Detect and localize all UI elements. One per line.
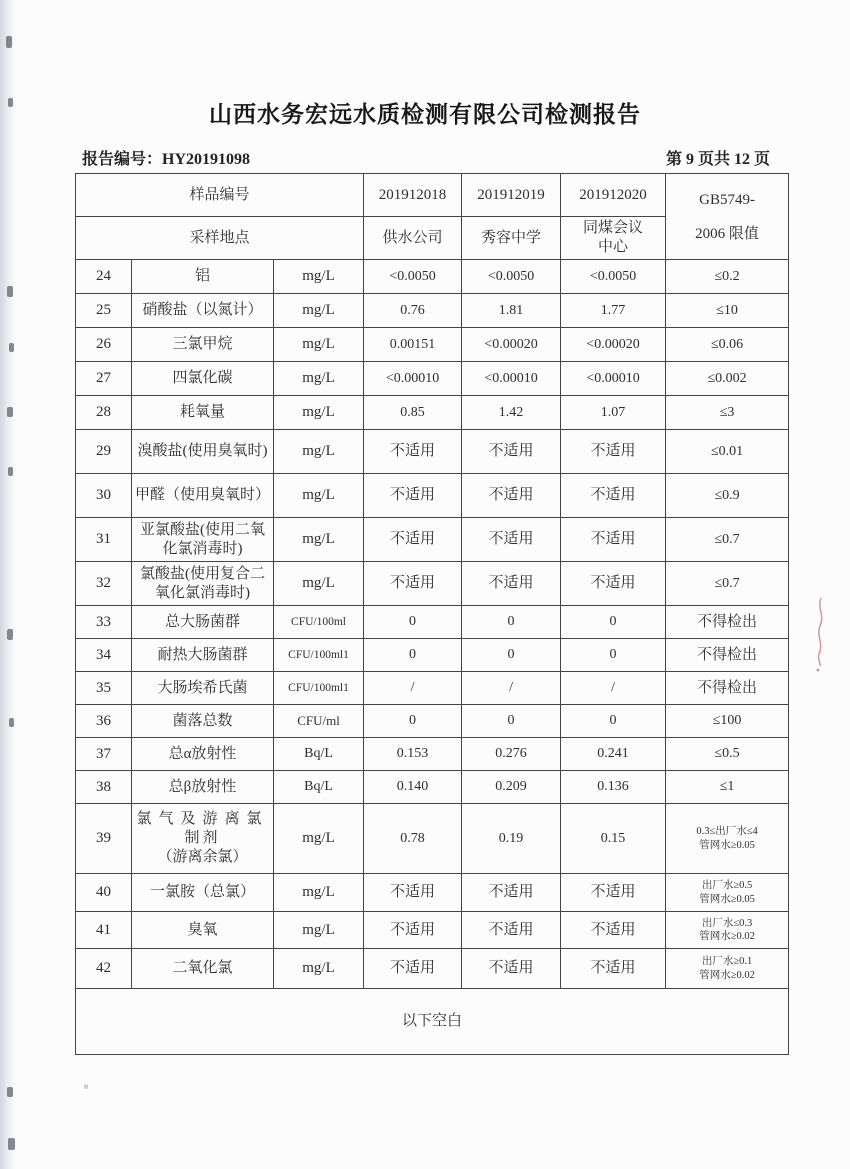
row-no: 31 [76, 518, 132, 562]
row-unit: mg/L [274, 260, 364, 294]
row-no: 26 [76, 328, 132, 362]
row-item: 一氯胺（总氯） [132, 874, 274, 912]
row-value-3: <0.00020 [561, 328, 666, 362]
water-quality-table [75, 173, 789, 1055]
row-no: 33 [76, 606, 132, 639]
row-no: 35 [76, 672, 132, 705]
scan-speck [8, 467, 13, 476]
row-unit: mg/L [274, 396, 364, 430]
table-row [76, 474, 789, 518]
row-limit: 出厂水≥0.5 管网水≥0.05 [666, 874, 789, 912]
table-row [76, 804, 789, 874]
row-item: 四氯化碳 [132, 362, 274, 396]
row-value-3: 0.241 [561, 738, 666, 771]
footer-note: 以下空白 [76, 989, 789, 1055]
row-value-3: 0 [561, 639, 666, 672]
table-row [76, 705, 789, 738]
table-footer-row [76, 989, 789, 1055]
row-unit: Bq/L [274, 738, 364, 771]
row-no: 32 [76, 562, 132, 606]
table-header-sample-ids [76, 174, 789, 217]
row-value-3: 不适用 [561, 474, 666, 518]
row-no: 24 [76, 260, 132, 294]
row-value-1: 0.76 [364, 294, 462, 328]
row-value-3: 1.07 [561, 396, 666, 430]
row-value-2: <0.00020 [462, 328, 561, 362]
scan-speck [8, 1138, 15, 1150]
row-value-2: 不适用 [462, 474, 561, 518]
row-unit: Bq/L [274, 771, 364, 804]
location-label: 采样地点 [76, 217, 364, 260]
row-no: 29 [76, 430, 132, 474]
row-value-3: <0.00010 [561, 362, 666, 396]
row-item: 耐热大肠菌群 [132, 639, 274, 672]
row-value-1: 0 [364, 639, 462, 672]
scan-speck [84, 1084, 88, 1089]
row-item: 总大肠菌群 [132, 606, 274, 639]
row-value-1: 0.00151 [364, 328, 462, 362]
row-unit: CFU/ml [274, 705, 364, 738]
table-row [76, 639, 789, 672]
row-value-1: / [364, 672, 462, 705]
row-value-3: 0 [561, 606, 666, 639]
row-item: 三氯甲烷 [132, 328, 274, 362]
row-no: 34 [76, 639, 132, 672]
row-item: 氯酸盐(使用复合二氧化氯消毒时) [132, 562, 274, 606]
row-value-2: 0 [462, 606, 561, 639]
row-value-3: 0.136 [561, 771, 666, 804]
row-item: 臭氧 [132, 912, 274, 949]
table-row [76, 362, 789, 396]
row-limit: 不得检出 [666, 606, 789, 639]
row-value-2: <0.00010 [462, 362, 561, 396]
row-unit: CFU/100ml1 [274, 639, 364, 672]
row-item: 硝酸盐（以氮计） [132, 294, 274, 328]
report-number-label: 报告编号： [82, 151, 163, 168]
row-value-2: 不适用 [462, 562, 561, 606]
row-value-2: 0.19 [462, 804, 561, 874]
limit-ref-line2: 2006 限值 [695, 225, 759, 242]
table-row [76, 949, 789, 989]
page-indicator: 第 9 页共 12 页 [665, 151, 770, 168]
row-item: 铝 [132, 260, 274, 294]
row-value-2: <0.0050 [462, 260, 561, 294]
row-unit: mg/L [274, 874, 364, 912]
row-limit: ≤0.7 [666, 562, 789, 606]
location-3: 同煤会议中心 [561, 217, 666, 260]
row-item: 溴酸盐(使用臭氧时) [132, 430, 274, 474]
row-item: 总β放射性 [132, 771, 274, 804]
row-value-2: 1.42 [462, 396, 561, 430]
row-value-1: 0.140 [364, 771, 462, 804]
row-value-1: 0 [364, 705, 462, 738]
row-value-3: 1.77 [561, 294, 666, 328]
row-limit: ≤10 [666, 294, 789, 328]
row-limit: 0.3≤出厂水≤4 管网水≥0.05 [666, 804, 789, 874]
row-unit: mg/L [274, 804, 364, 874]
row-no: 30 [76, 474, 132, 518]
row-no: 40 [76, 874, 132, 912]
pen-mark-artifact [812, 596, 830, 674]
row-value-3: / [561, 672, 666, 705]
row-value-3: 0 [561, 705, 666, 738]
report-number-value: HY20191098 [162, 151, 251, 168]
row-unit: mg/L [274, 518, 364, 562]
row-unit: CFU/100ml1 [274, 672, 364, 705]
row-unit: CFU/100ml [274, 606, 364, 639]
row-value-1: 0.78 [364, 804, 462, 874]
row-limit: ≤1 [666, 771, 789, 804]
limit-ref-line1: GB5749- [699, 191, 755, 208]
row-unit: mg/L [274, 949, 364, 989]
scan-speck [6, 36, 12, 48]
row-unit: mg/L [274, 430, 364, 474]
scan-speck [7, 629, 13, 640]
table-row [76, 396, 789, 430]
location-2: 秀容中学 [462, 217, 561, 260]
row-no: 41 [76, 912, 132, 949]
table-row [76, 912, 789, 949]
row-value-2: 0 [462, 639, 561, 672]
row-limit: ≤0.2 [666, 260, 789, 294]
table-row [76, 430, 789, 474]
row-value-1: 0 [364, 606, 462, 639]
table-row [76, 738, 789, 771]
row-limit: ≤3 [666, 396, 789, 430]
row-no: 28 [76, 396, 132, 430]
row-value-3: <0.0050 [561, 260, 666, 294]
row-value-3: 0.15 [561, 804, 666, 874]
sample-id-label: 样品编号 [76, 174, 364, 217]
row-value-1: 不适用 [364, 518, 462, 562]
scan-speck [7, 1087, 13, 1097]
row-limit: ≤0.5 [666, 738, 789, 771]
row-item: 甲醛（使用臭氧时） [132, 474, 274, 518]
scan-speck [7, 407, 13, 417]
row-limit: 出厂水≥0.1 管网水≥0.02 [666, 949, 789, 989]
row-item: 氯气及游离氯 制剂 （游离余氯） [132, 804, 274, 874]
table-row [76, 562, 789, 606]
table-row [76, 294, 789, 328]
scan-speck [9, 343, 14, 352]
row-no: 42 [76, 949, 132, 989]
row-value-1: 0.153 [364, 738, 462, 771]
sample-id-1: 201912018 [364, 174, 462, 217]
row-limit: 不得检出 [666, 672, 789, 705]
table-row [76, 606, 789, 639]
row-value-1: 不适用 [364, 562, 462, 606]
row-limit: ≤0.06 [666, 328, 789, 362]
row-no: 27 [76, 362, 132, 396]
row-value-2: 不适用 [462, 874, 561, 912]
row-value-2: 不适用 [462, 912, 561, 949]
limit-reference-header [666, 174, 789, 260]
row-no: 36 [76, 705, 132, 738]
row-limit: ≤0.002 [666, 362, 789, 396]
sample-id-2: 201912019 [462, 174, 561, 217]
row-item: 总α放射性 [132, 738, 274, 771]
row-value-1: 不适用 [364, 912, 462, 949]
row-limit: 不得检出 [666, 639, 789, 672]
row-value-2: 0 [462, 705, 561, 738]
row-value-3: 不适用 [561, 518, 666, 562]
row-unit: mg/L [274, 474, 364, 518]
row-value-2: 不适用 [462, 430, 561, 474]
row-value-1: 0.85 [364, 396, 462, 430]
row-value-2: 0.276 [462, 738, 561, 771]
row-value-3: 不适用 [561, 949, 666, 989]
scan-speck [9, 718, 14, 727]
page-title: 山西水务宏远水质检测有限公司检测报告 [209, 102, 641, 127]
row-no: 38 [76, 771, 132, 804]
location-1: 供水公司 [364, 217, 462, 260]
row-limit: ≤0.9 [666, 474, 789, 518]
table-row [76, 771, 789, 804]
row-value-2: 不适用 [462, 949, 561, 989]
row-value-1: <0.0050 [364, 260, 462, 294]
table-row [76, 260, 789, 294]
row-value-1: 不适用 [364, 430, 462, 474]
scan-edge-shadow [0, 0, 16, 1169]
row-unit: mg/L [274, 294, 364, 328]
row-value-3: 不适用 [561, 430, 666, 474]
row-value-2: 不适用 [462, 518, 561, 562]
row-unit: mg/L [274, 328, 364, 362]
report-number [82, 146, 250, 169]
scan-speck [7, 286, 13, 297]
row-no: 25 [76, 294, 132, 328]
row-value-3: 不适用 [561, 562, 666, 606]
row-limit: ≤100 [666, 705, 789, 738]
row-item: 大肠埃希氏菌 [132, 672, 274, 705]
row-value-2: / [462, 672, 561, 705]
row-unit: mg/L [274, 562, 364, 606]
report-meta [82, 146, 770, 170]
row-value-1: 不适用 [364, 949, 462, 989]
row-no: 37 [76, 738, 132, 771]
row-limit: 出厂水≤0.3 管网水≥0.02 [666, 912, 789, 949]
row-no: 39 [76, 804, 132, 874]
row-item: 耗氧量 [132, 396, 274, 430]
row-value-2: 1.81 [462, 294, 561, 328]
row-unit: mg/L [274, 912, 364, 949]
row-limit: ≤0.01 [666, 430, 789, 474]
table-row [76, 518, 789, 562]
row-item: 菌落总数 [132, 705, 274, 738]
row-value-1: <0.00010 [364, 362, 462, 396]
row-item: 二氧化氯 [132, 949, 274, 989]
row-value-1: 不适用 [364, 874, 462, 912]
row-item: 亚氯酸盐(使用二氧化氯消毒时) [132, 518, 274, 562]
sample-id-3: 201912020 [561, 174, 666, 217]
table-row [76, 874, 789, 912]
row-unit: mg/L [274, 362, 364, 396]
table-row [76, 672, 789, 705]
row-value-3: 不适用 [561, 874, 666, 912]
row-limit: ≤0.7 [666, 518, 789, 562]
row-value-1: 不适用 [364, 474, 462, 518]
row-value-3: 不适用 [561, 912, 666, 949]
row-value-2: 0.209 [462, 771, 561, 804]
table-row [76, 328, 789, 362]
